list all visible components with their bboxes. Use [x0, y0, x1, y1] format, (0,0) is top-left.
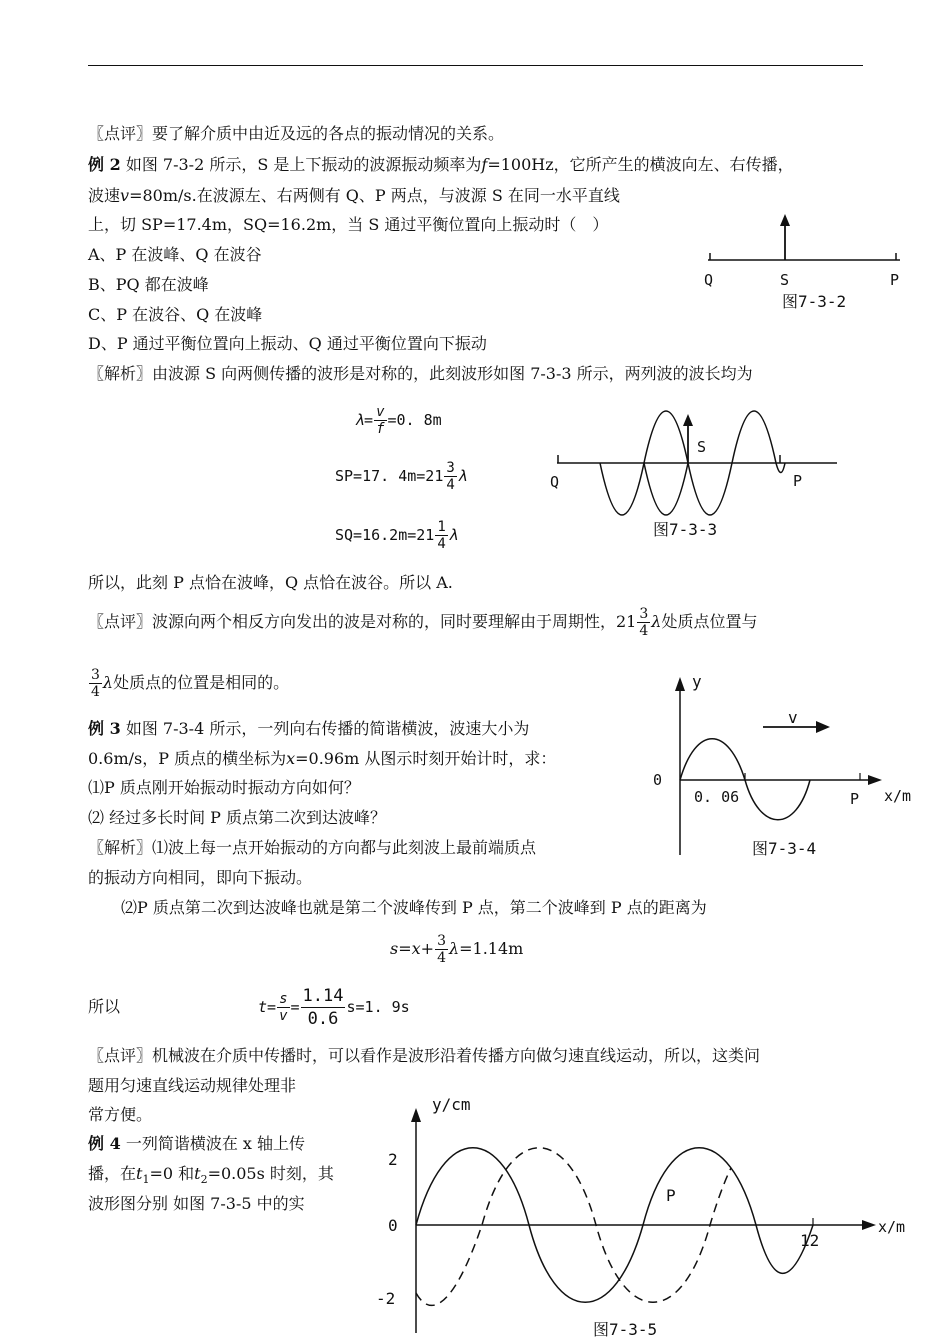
- label-y-cm: y/cm: [432, 1095, 471, 1114]
- example-2-label: 例 2: [88, 155, 121, 174]
- var-v: v: [120, 186, 130, 205]
- fraction-numerator: 1: [437, 519, 446, 535]
- analysis-2: 〖解析〗由波源 S 向两侧传播的波形是对称的，此刻波形如图 7-3-3 所示，两列波的波长均为: [88, 364, 753, 383]
- var-x: x: [286, 749, 296, 768]
- equals-sign: =: [398, 939, 412, 958]
- label-p: P: [890, 271, 900, 289]
- lambda-symbol: λ: [457, 467, 467, 485]
- source-arrow-head: [780, 214, 790, 226]
- example-3-line-1: [88, 719, 529, 739]
- text-span: 如图 7-3-2 所示，S 是上下振动的波源振动频率为: [125, 155, 482, 174]
- analysis-3-line-3: ⑵P 质点第二次到达波峰也就是第二个波峰传到 P 点，第二个波峰到 P 点的距离为: [121, 898, 707, 917]
- equation-sq: [335, 513, 458, 557]
- figure-7-3-2: [700, 210, 920, 320]
- review-3-line-3: 常方便。: [88, 1105, 153, 1124]
- equation-left: SQ=16.2m=21: [335, 526, 435, 544]
- example-3-line-2: [88, 749, 556, 769]
- analysis-3-line-1: 〖解析〗⑴波上每一点开始振动的方向都与此刻波上最前端质点: [88, 838, 537, 857]
- var-f: f: [481, 155, 488, 174]
- x-axis-arrow: [868, 775, 882, 785]
- y-axis-arrow: [675, 677, 685, 691]
- label-0: 0: [388, 1216, 398, 1235]
- text-span: 〖点评〗波源向两个相反方向发出的波是对称的，同时要理解由于周期性，21: [88, 612, 637, 631]
- fraction-denominator: f: [376, 421, 385, 437]
- equation-result: =0. 8m: [387, 411, 442, 429]
- fraction-1-4: [435, 519, 447, 552]
- label-p: P: [666, 1186, 676, 1205]
- text-span: 如图 7-3-4 所示，一列向右传播的简谐横波，波速大小为: [125, 719, 530, 738]
- lambda-symbol: λ: [651, 612, 662, 631]
- label-q: Q: [550, 473, 560, 491]
- var-s: s: [390, 939, 399, 958]
- lambda-symbol: λ: [102, 673, 114, 692]
- equation-sp: [335, 454, 467, 498]
- source-arrow-head: [683, 414, 693, 426]
- text-span: =80m/s.在波源左、右两侧有 Q、P 两点，与波源 S 在同一水平直线: [129, 186, 620, 205]
- fraction-denominator: 4: [91, 684, 100, 700]
- caption: 图7-3-4: [752, 839, 817, 858]
- text-span: =0 和: [149, 1164, 195, 1183]
- fraction-numerator: 3: [91, 667, 100, 683]
- fraction-denominator: 4: [437, 536, 446, 552]
- example-4-line-1: [88, 1134, 305, 1154]
- text-span: 处质点的位置是相同的。: [113, 673, 290, 692]
- fraction-numerator: s: [279, 991, 288, 1007]
- example-4-label: 例 4: [88, 1134, 121, 1153]
- wave-curve-left: [644, 463, 688, 515]
- text-span: 一列简谐横波在 x 轴上传: [125, 1134, 306, 1153]
- fraction-denominator: v: [279, 1008, 288, 1024]
- label-s: S: [697, 438, 707, 456]
- question-2: ⑵ 经过多长时间 P 质点第二次到达波峰？: [88, 808, 387, 827]
- var-t2: t: [194, 1164, 201, 1183]
- equation-left: SP=17. 4m=21: [335, 467, 444, 485]
- label-p: P: [793, 472, 803, 490]
- example-2-line-3: 上，切 SP=17.4m，SQ=16.2m，当 S 通过平衡位置向上振动时（ ）: [88, 215, 609, 234]
- lambda-symbol: λ: [448, 526, 458, 544]
- fraction-3-4: [89, 667, 102, 700]
- equation-result: s=1. 9s: [346, 998, 410, 1016]
- subscript: 2: [200, 1173, 208, 1187]
- var-t: t: [258, 998, 268, 1016]
- option-d: D、P 通过平衡位置向上振动、Q 通过平衡位置向下振动: [88, 334, 487, 353]
- text-span: 0.6m/s，P 质点的横坐标为: [88, 749, 287, 768]
- review-2-line-2: [88, 661, 289, 705]
- equation-lambda: [355, 398, 442, 442]
- figure-7-3-3: [545, 402, 845, 547]
- fraction-numerator: 3: [437, 933, 446, 949]
- fraction-numerator: 1.14: [302, 986, 344, 1006]
- label-p: P: [850, 790, 860, 808]
- label-v: v: [788, 708, 798, 727]
- label-006: 0. 06: [694, 788, 740, 806]
- fraction-denominator: 0.6: [307, 1009, 339, 1029]
- example-2-line-1: [88, 155, 794, 175]
- equation-result: =1.14m: [459, 939, 524, 958]
- text-span: =100Hz，它所产生的横波向左、右传播，: [487, 155, 794, 174]
- example-2-line-2: [88, 186, 620, 206]
- label-y: y: [692, 672, 702, 691]
- label-q: Q: [704, 271, 714, 289]
- example-4-line-2: [88, 1164, 334, 1190]
- y-axis-arrow: [411, 1108, 421, 1122]
- example-3-label: 例 3: [88, 719, 121, 738]
- fraction-3-4: [444, 460, 456, 493]
- equals-sign: =: [290, 998, 300, 1016]
- fraction-3-4: [435, 933, 448, 966]
- option-a: A、P 在波峰、Q 在波谷: [88, 245, 262, 264]
- velocity-arrow-head: [816, 721, 830, 733]
- fraction-numerator: 3: [446, 460, 455, 476]
- fraction-3-4: [637, 606, 650, 639]
- fraction-numerator: 3: [639, 606, 649, 622]
- x-axis-arrow: [862, 1220, 876, 1230]
- fraction-s-over-v: [277, 991, 289, 1024]
- plus-sign: +: [420, 939, 435, 958]
- review-3-line-1: 〖点评〗机械波在介质中传播时，可以看作是波形沿着传播方向做匀速直线运动，所以，这类问: [88, 1046, 761, 1065]
- example-4-line-3: 波形图分别 如图 7-3-5 中的实: [88, 1194, 305, 1213]
- analysis-3-line-2: 的振动方向相同，即向下振动。: [88, 868, 313, 887]
- caption: 图7-3-5: [593, 1320, 658, 1339]
- label-12: 12: [800, 1231, 820, 1250]
- var-x: x: [411, 939, 421, 958]
- label-2: 2: [388, 1150, 398, 1169]
- fraction-114-over-06: [301, 985, 346, 1030]
- label-x-m: x/m: [884, 787, 912, 805]
- fraction-denominator: 4: [437, 950, 446, 966]
- label-x-m: x/m: [878, 1218, 906, 1236]
- caption: 图7-3-2: [782, 292, 847, 311]
- text-span: 播，在: [88, 1164, 137, 1183]
- header-rule: [88, 65, 863, 66]
- equation-t: [258, 985, 410, 1030]
- text-span: =0.96m 从图示时刻开始计时，求：: [295, 749, 557, 768]
- label-s: S: [780, 271, 790, 289]
- equals-sign: =: [364, 411, 374, 429]
- fraction-denominator: 4: [639, 623, 649, 639]
- conclusion-2: 所以，此刻 P 点恰在波峰，Q 点恰在波谷。所以 A.: [88, 573, 453, 592]
- subscript: 1: [142, 1173, 150, 1187]
- fraction-denominator: 4: [446, 477, 455, 493]
- review-3-line-2: 题用匀速直线运动规律处理非: [88, 1076, 297, 1095]
- option-b: B、PQ 都在波峰: [88, 275, 209, 294]
- label-minus-2: -2: [376, 1289, 396, 1308]
- option-c: C、P 在波谷、Q 在波峰: [88, 305, 263, 324]
- text-span: 处质点位置与: [661, 612, 758, 631]
- review-2-line-1: [88, 602, 757, 642]
- text-span: 波速: [88, 186, 121, 205]
- question-1: ⑴P 质点刚开始振动时振动方向如何？: [88, 778, 360, 797]
- figure-7-3-4: [648, 665, 923, 865]
- fraction-v-over-f: [374, 404, 386, 437]
- figure-7-3-5: [368, 1088, 930, 1342]
- equation-s: [390, 927, 523, 971]
- fraction-numerator: v: [376, 404, 385, 420]
- lambda-symbol: λ: [448, 939, 460, 958]
- label-origin: 0: [653, 771, 663, 789]
- var-t1: t: [136, 1164, 143, 1183]
- dashed-wave: [416, 1148, 731, 1306]
- lambda-symbol: λ: [355, 411, 365, 429]
- review-paragraph-1: 〖点评〗要了解介质中由近及远的各点的振动情况的关系。: [88, 124, 505, 143]
- equals-sign: =: [267, 998, 277, 1016]
- caption: 图7-3-3: [653, 520, 718, 539]
- so-label: 所以: [88, 997, 121, 1016]
- text-span: =0.05s 时刻，其: [207, 1164, 334, 1183]
